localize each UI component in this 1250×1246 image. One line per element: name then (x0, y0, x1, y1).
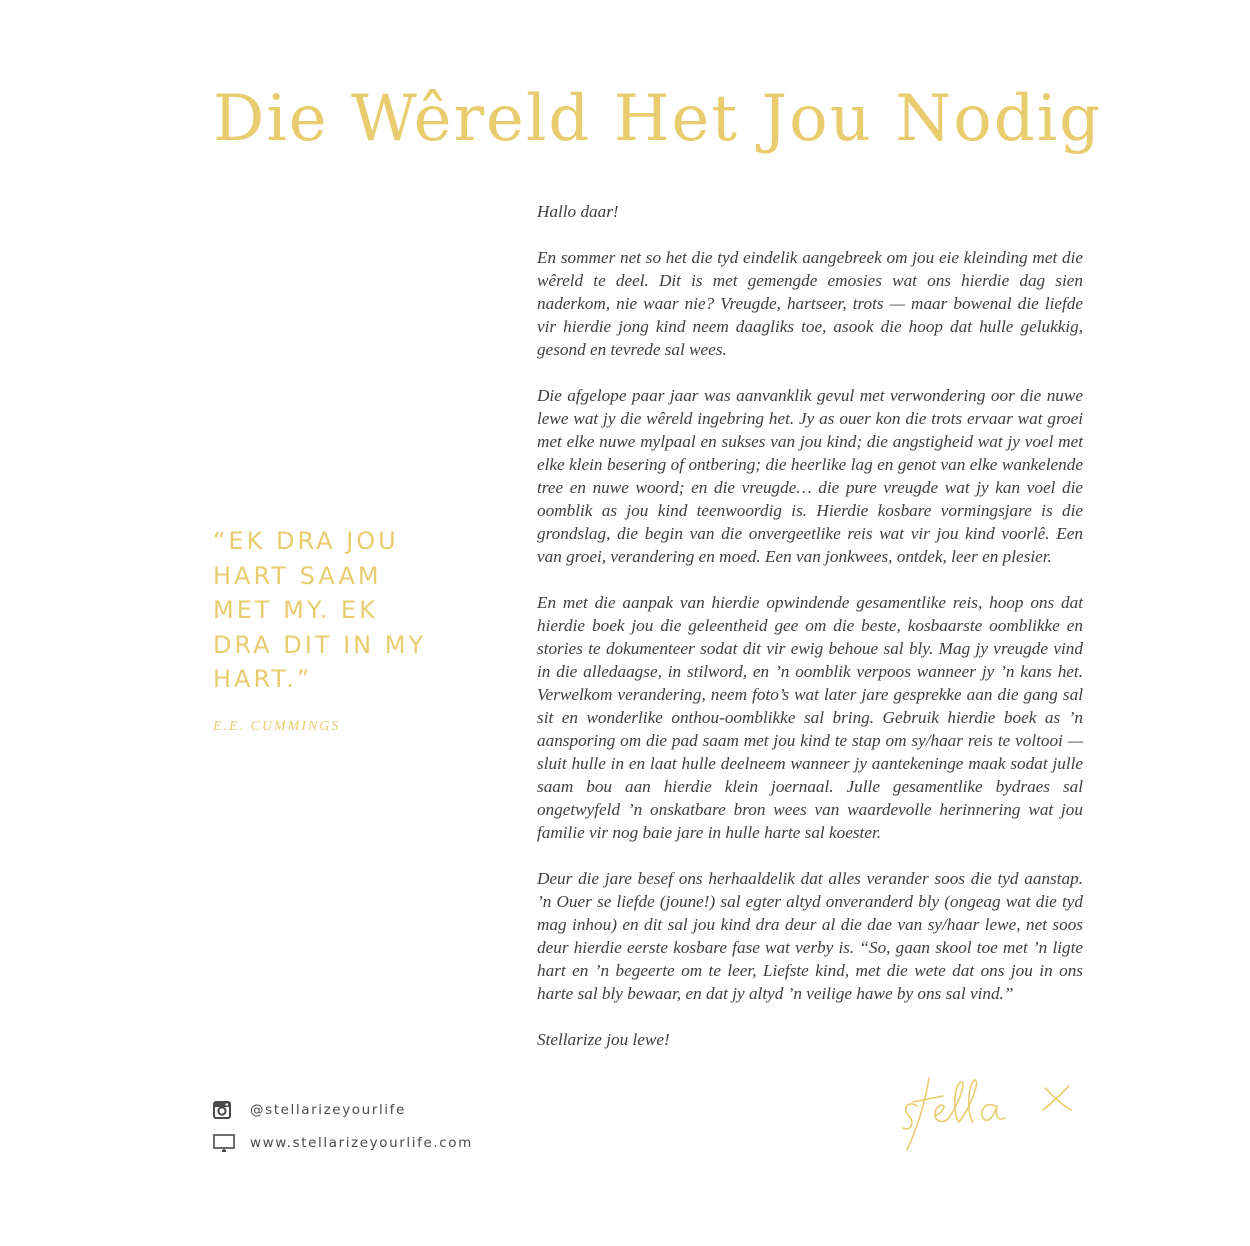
letter-closing: Stellarize jou lewe! (537, 1030, 670, 1049)
letter-greeting: Hallo daar! (537, 202, 619, 221)
website-link[interactable] (213, 1133, 473, 1153)
letter-paragraph: En sommer net so het die tyd eindelik aangebreek om jou eie kleinding met die wêreld te deel. Dit is met gemengde emosies wat ons hierdie dag sien naderkom, nie waar nie? Vreugde, hartseer, trots — maar bowenal die liefde vir hierdie jong kind neem daagliks toe, asook die hoop dat hulle gelukkig, gesond en tevrede sal wees. (537, 248, 1083, 359)
monitor-icon (213, 1133, 235, 1153)
website-url-text: www.stellarizeyourlife.com (250, 1135, 473, 1151)
page-title: Die Wêreld Het Jou Nodig (213, 82, 1103, 156)
letter-body (537, 200, 1083, 1074)
signature (895, 1068, 1095, 1163)
instagram-icon (213, 1100, 235, 1120)
letter-paragraph: En met die aanpak van hierdie opwindende gesamentlike reis, hoop ons dat hierdie boek jou die geleentheid gee om die beste, kosbaarste oomblikke en stories te dokumenteer sodat dit vir ewig behoue sal bly. Mag jy vreugde vind in die alledaagse, in stilword, en ’n oomblik verpoos wanneer jy ’n kans het. Verwelkom verandering, neem foto’s wat later jare gesprekke aan die gang sal sit en wonderlike onthou-oomblikke sal bring. Gebruik hierdie boek as ’n aansporing om die pad saam met jou kind te stap om sy/haar reis te voltooi — sluit hulle in en laat hulle deelneem wanneer jy aantekeninge maak sodat julle saam bou aan hierdie klein joernaal. Julle gesamentlike bydraes sal ongetwyfeld ’n onskatbare bron wees van waardevolle herinnering wat jou familie vir nog baie jare in hulle harte sal koester. (537, 593, 1083, 842)
instagram-handle[interactable] (213, 1100, 406, 1120)
letter-paragraph: Die afgelope paar jaar was aanvanklik gevul met verwondering oor die nuwe lewe wat jy die wêreld ingebring het. Jy as ouer kon die trots ervaar wat groei met elke nuwe mylpaal en sukses van jou kind; die angstigheid wat jy voel met elke klein besering of ontbering; die heerlike lag en genot van elke wankelende tree en nuwe woord; en die vreugde… die pure vreugde wat jy kan voel die oomblik as jou kind teenwoordig is. Hierdie kosbare vormingsjare is die grondslag, die begin van die onvergeetlike reis wat vir jou kind voorlê. Een van groei, verandering en moed. Een van jonkwees, ontdek, leer en plesier. (537, 386, 1083, 566)
quote-author: E.E. CUMMINGS (213, 719, 341, 734)
instagram-handle-text: @stellarizeyourlife (250, 1102, 406, 1118)
pull-quote: “EK DRA JOU HART SAAM MET MY. EK DRA DIT IN MY HART.” (213, 527, 427, 693)
letter-paragraph: Deur die jare besef ons herhaaldelik dat alles verander soos die tyd aanstap. ’n Ouer se liefde (joune!) sal egter altyd onveranderd bly (ongeag wat die tyd mag inhou) en dit sal jou kind dra deur al die dae van sy/haar lewe, net soos deur hierdie eerste kosbare fase wat verby is. “So, gaan skool toe met ’n ligte hart en ’n begeerte om te leer, Liefste kind, met die wete dat ons jou in ons harte sal bly bewaar, en dat jy altyd ’n veilige hawe by ons sal vind.” (537, 869, 1083, 1003)
